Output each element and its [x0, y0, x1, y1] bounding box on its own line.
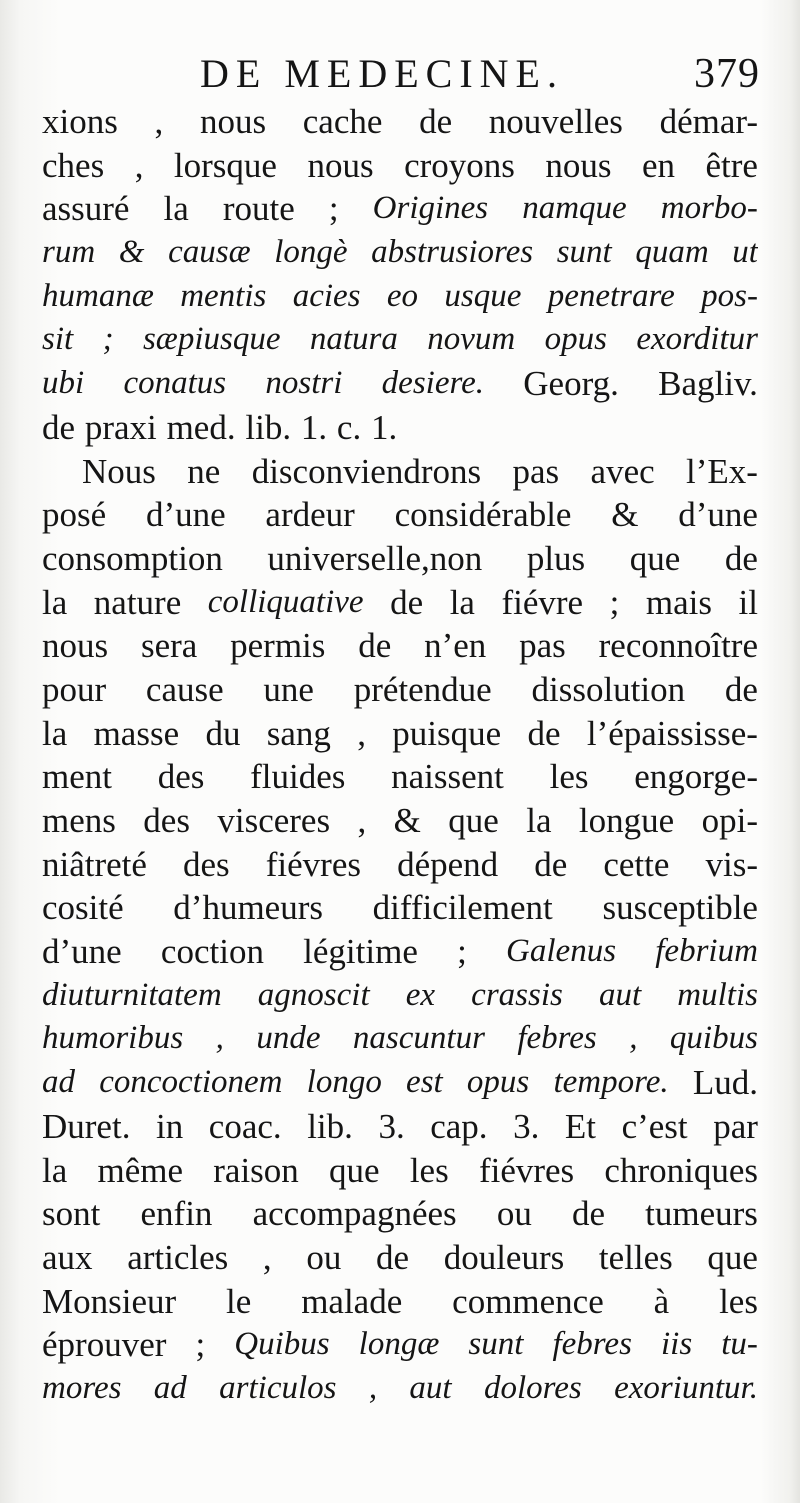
italic-word: exorditur	[636, 321, 758, 358]
italic-word: colliquative	[207, 583, 364, 620]
word: enfin	[140, 1194, 213, 1234]
word: ,	[134, 145, 144, 185]
italic-word: Galenus	[506, 933, 617, 970]
word: route	[222, 189, 295, 229]
word: l’épaississe-	[586, 713, 758, 753]
italic-word: usque	[444, 277, 522, 314]
italic-word: Quibus	[234, 1326, 330, 1363]
word: coction	[160, 932, 264, 972]
word: n’en	[424, 626, 487, 666]
italic-word: rum	[42, 234, 96, 271]
text-line	[42, 1323, 758, 1367]
word: c’est	[621, 1106, 688, 1146]
italic-word: nascuntur	[352, 1020, 485, 1057]
page-number: 379	[694, 51, 760, 97]
word: Nous	[82, 451, 156, 491]
text-line	[42, 1192, 758, 1236]
italic-word: sunt	[556, 234, 612, 271]
word: que	[329, 1150, 380, 1190]
word: fiévres	[265, 844, 361, 884]
word: ment	[42, 757, 112, 797]
word: xions	[42, 102, 118, 141]
italic-word: diuturnitatem	[42, 976, 222, 1013]
italic-word: iis	[660, 1326, 693, 1363]
word: considérable	[394, 495, 572, 535]
word: in	[156, 1106, 184, 1146]
word: lib.	[245, 407, 292, 447]
italic-word: febres	[517, 1020, 597, 1057]
word: raison	[213, 1150, 299, 1190]
word: la	[526, 801, 552, 840]
text-line	[42, 1105, 758, 1149]
word: consomption	[42, 538, 223, 578]
text-line	[42, 712, 758, 756]
text-line	[42, 100, 758, 144]
word: même	[97, 1150, 184, 1190]
italic-word: febrium	[655, 933, 758, 970]
word: articles	[127, 1237, 229, 1277]
text-line	[42, 406, 758, 450]
italic-word: longo	[306, 1064, 382, 1101]
italic-word: dolores	[483, 1369, 582, 1406]
word: fiévre	[501, 582, 584, 622]
italic-word: aut	[409, 1369, 452, 1406]
italic-word: morbo-	[660, 190, 758, 227]
italic-word: namque	[522, 190, 627, 227]
italic-word: quam	[635, 234, 709, 271]
word: de	[358, 626, 392, 666]
word: sang	[266, 713, 331, 753]
italic-word: exoriuntur.	[614, 1369, 758, 1406]
word: nous	[199, 102, 267, 141]
word: sera	[140, 626, 198, 666]
word: disconviendrons	[251, 451, 482, 491]
word: ne	[187, 451, 221, 491]
word: Monsieur	[42, 1281, 177, 1321]
word: ;	[457, 932, 467, 972]
text-line	[42, 362, 758, 406]
word: &	[393, 801, 421, 840]
text-line	[42, 755, 758, 799]
italic-word: longè	[274, 234, 348, 271]
word: que	[629, 538, 681, 578]
word: engorge-	[634, 757, 758, 797]
word: 1.	[371, 407, 398, 447]
word: démar-	[659, 102, 758, 141]
word: reconnoître	[598, 626, 758, 666]
word: avec	[590, 451, 655, 491]
word: nous	[307, 145, 374, 185]
italic-word: mores	[42, 1369, 122, 1406]
word: dissolution	[531, 669, 686, 709]
word: ,	[357, 713, 366, 753]
word: d’humeurs	[173, 888, 323, 928]
word: d’une	[678, 495, 758, 535]
word: la	[163, 189, 189, 229]
text-line	[42, 187, 758, 231]
word: prétendue	[353, 669, 492, 709]
word: de	[390, 582, 424, 622]
word: nous	[545, 145, 612, 185]
word: posé	[42, 495, 107, 535]
word: ,	[357, 801, 367, 840]
italic-word: penetrare	[547, 277, 675, 314]
word: de	[724, 538, 758, 578]
word: &	[611, 495, 639, 535]
text-line	[42, 275, 758, 319]
word: des	[157, 757, 205, 797]
word: plus	[526, 538, 586, 578]
word: naissent	[391, 757, 504, 797]
word: vis-	[705, 844, 758, 884]
word: les	[719, 1281, 758, 1321]
italic-word: concoctionem	[99, 1064, 283, 1101]
word: 1.	[300, 407, 328, 447]
italic-word: ex	[405, 976, 436, 1013]
italic-word: febres	[552, 1326, 632, 1363]
text-line	[42, 537, 758, 581]
word: être	[705, 145, 758, 185]
word: des	[143, 801, 190, 840]
word: la	[42, 582, 68, 622]
word: de	[534, 844, 568, 884]
body-text	[42, 100, 758, 1411]
italic-word: natura	[309, 321, 398, 358]
word: ,	[262, 1237, 272, 1277]
word: fluides	[250, 757, 346, 797]
text-line	[42, 318, 758, 362]
word: d’une	[42, 932, 122, 972]
text-line	[42, 930, 758, 974]
italic-word: sit	[42, 321, 74, 358]
word: ardeur	[265, 495, 355, 535]
word: nous	[42, 626, 109, 666]
word: mais	[645, 582, 712, 622]
text-line	[42, 799, 758, 843]
word: ;	[328, 189, 339, 229]
italic-word: conatus	[123, 365, 227, 402]
word: pas	[519, 626, 566, 666]
italic-word: longæ	[358, 1326, 440, 1363]
italic-word: tu-	[721, 1326, 758, 1363]
word: d’une	[145, 495, 226, 535]
word: le	[226, 1281, 252, 1321]
word: légitime	[303, 932, 418, 972]
word: à	[653, 1281, 670, 1321]
word: en	[641, 145, 676, 185]
word: ou	[496, 1194, 532, 1234]
word: opi-	[701, 801, 758, 840]
word: la	[449, 582, 475, 622]
italic-word: multis	[677, 976, 758, 1013]
italic-word: opus	[544, 321, 607, 358]
italic-word: unde	[256, 1020, 321, 1057]
text-line	[42, 624, 758, 668]
italic-word: ubi	[42, 365, 85, 402]
word: cosité	[42, 888, 124, 928]
text-line	[42, 450, 758, 494]
text-line	[42, 493, 758, 537]
italic-word: abstrusiores	[371, 234, 534, 271]
word: nature	[93, 582, 182, 622]
word: praxi	[84, 407, 157, 447]
word: masse	[93, 713, 180, 753]
word: assuré	[42, 189, 130, 229]
italic-word: ut	[732, 234, 758, 271]
word: Duret.	[42, 1106, 131, 1146]
word: Et	[564, 1106, 597, 1146]
text-line	[42, 1149, 758, 1193]
word: chroniques	[604, 1150, 758, 1190]
word: visceres	[217, 801, 331, 840]
italic-word: causæ	[168, 234, 251, 271]
word: coac.	[208, 1106, 282, 1146]
word: ou	[306, 1237, 342, 1277]
word: malade	[301, 1281, 403, 1321]
word: 3.	[513, 1106, 540, 1146]
italic-word: tempore.	[553, 1064, 669, 1101]
italic-word: desiere.	[381, 365, 484, 402]
word: l’Ex-	[686, 451, 758, 491]
word: que	[707, 1237, 758, 1277]
word: 3.	[378, 1106, 405, 1146]
word: c.	[336, 407, 362, 447]
italic-word: ,	[215, 1020, 224, 1057]
italic-word: est	[406, 1064, 443, 1101]
word: tumeurs	[645, 1194, 758, 1234]
word: Georg.	[523, 364, 619, 404]
word: dépend	[397, 844, 499, 884]
word: susceptible	[602, 888, 758, 928]
text-line	[42, 1280, 758, 1324]
word: de	[419, 102, 453, 141]
word: telles	[598, 1237, 673, 1277]
word: sont	[42, 1194, 101, 1234]
italic-word: ad	[42, 1064, 75, 1101]
word: par	[713, 1106, 758, 1146]
text-line	[42, 1236, 758, 1280]
word: les	[409, 1150, 449, 1190]
word: de	[571, 1194, 606, 1234]
italic-word: ;	[102, 321, 114, 358]
text-line	[42, 231, 758, 275]
word: mens	[42, 801, 116, 840]
text-line	[42, 1017, 758, 1061]
word: niâtreté	[42, 844, 147, 884]
text-line	[42, 1061, 758, 1105]
word: croyons	[404, 145, 515, 185]
word: ;	[195, 1325, 206, 1365]
italic-word: nostri	[265, 365, 343, 402]
word: aux	[42, 1237, 93, 1277]
italic-word: Origines	[372, 190, 489, 227]
word: ;	[609, 582, 620, 622]
word: commence	[452, 1281, 604, 1321]
italic-word: pos-	[701, 277, 758, 314]
word: pour	[42, 669, 107, 709]
text-line	[42, 144, 758, 188]
word: de	[375, 1237, 410, 1277]
word: la	[42, 713, 68, 753]
text-line	[42, 886, 758, 930]
word: de	[42, 407, 76, 447]
word: Bagliv.	[658, 364, 758, 404]
italic-word: quibus	[669, 1020, 758, 1057]
word: cause	[145, 669, 224, 709]
word: de	[724, 669, 758, 709]
italic-word: ,	[629, 1020, 638, 1057]
italic-word: sæpiusque	[142, 321, 281, 358]
italic-word: novum	[427, 321, 516, 358]
word: douleurs	[443, 1237, 565, 1277]
italic-word: mentis	[180, 277, 267, 314]
word: nouvelles	[488, 102, 623, 141]
word: accompagnées	[252, 1194, 457, 1234]
word: ,	[154, 102, 164, 141]
word: longue	[578, 801, 675, 840]
text-line	[42, 843, 758, 887]
running-head-title: DE MEDECINE.	[200, 51, 564, 96]
word: des	[183, 844, 230, 884]
word: universelle,non	[267, 538, 483, 578]
word: lorsque	[173, 145, 277, 185]
word: il	[738, 582, 758, 622]
word: pas	[512, 451, 560, 491]
word: les	[549, 757, 589, 797]
italic-word: &	[118, 234, 145, 271]
word: de	[527, 713, 561, 753]
word: cette	[603, 844, 670, 884]
word: la	[42, 1150, 68, 1190]
italic-word: eo	[386, 277, 419, 314]
italic-word: aut	[598, 976, 642, 1013]
word: cap.	[430, 1106, 488, 1146]
word: ches	[42, 145, 105, 185]
italic-word: articulos	[219, 1369, 337, 1406]
text-line	[42, 581, 758, 625]
running-head	[200, 48, 760, 100]
word: lib.	[307, 1106, 353, 1146]
italic-word: crassis	[471, 976, 563, 1013]
word: du	[205, 713, 241, 753]
word: fiévres	[478, 1150, 575, 1190]
italic-word: humanæ	[42, 277, 154, 314]
text-line	[42, 974, 758, 1018]
italic-word: ad	[153, 1369, 187, 1406]
word: cache	[302, 102, 383, 141]
word: difficilement	[372, 888, 553, 928]
word: med.	[166, 407, 236, 447]
word: puisque	[392, 713, 502, 753]
text-line	[42, 668, 758, 712]
italic-word: sunt	[468, 1326, 524, 1363]
text-line	[42, 1367, 758, 1411]
word: Lud.	[692, 1063, 758, 1103]
italic-word: agnoscit	[257, 976, 370, 1013]
italic-word: opus	[466, 1064, 530, 1101]
word: éprouver	[42, 1325, 167, 1365]
italic-word: humoribus	[42, 1020, 184, 1057]
italic-word: acies	[292, 277, 361, 314]
word: que	[448, 801, 499, 840]
italic-word: ,	[368, 1369, 378, 1406]
word: une	[263, 669, 314, 709]
word: permis	[230, 626, 326, 666]
